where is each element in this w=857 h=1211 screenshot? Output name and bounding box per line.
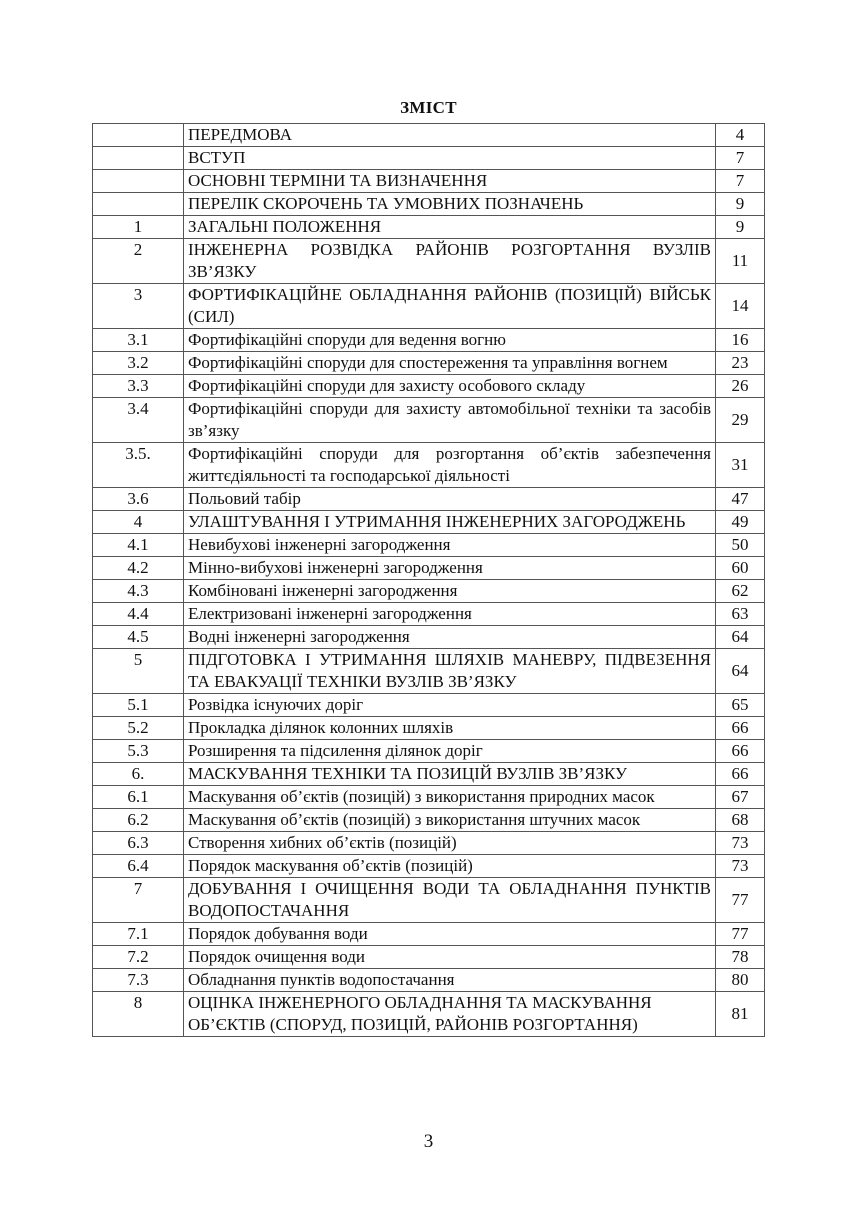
toc-row (93, 124, 765, 147)
toc-row (93, 216, 765, 239)
toc-page-number: 80 (716, 969, 765, 992)
toc-section-title: ВСТУП (184, 147, 716, 170)
toc-page-number: 73 (716, 832, 765, 855)
toc-section-title: Маскування об’єктів (позицій) з використання природних масок (184, 786, 716, 809)
toc-section-number: 6.2 (93, 809, 184, 832)
toc-page-number: 7 (716, 170, 765, 193)
toc-page-number: 26 (716, 375, 765, 398)
toc-section-number: 3.3 (93, 375, 184, 398)
toc-page-number: 47 (716, 488, 765, 511)
toc-row (93, 832, 765, 855)
toc-page-number: 73 (716, 855, 765, 878)
toc-row (93, 969, 765, 992)
toc-section-number (93, 170, 184, 193)
toc-page-number: 4 (716, 124, 765, 147)
toc-row (93, 352, 765, 375)
toc-section-title: Фортифікаційні споруди для ведення вогню (184, 329, 716, 352)
toc-section-number (93, 124, 184, 147)
toc-page-number: 68 (716, 809, 765, 832)
toc-page-number: 7 (716, 147, 765, 170)
toc-row (93, 694, 765, 717)
toc-section-title: Фортифікаційні споруди для спостереження та управління вогнем (184, 352, 716, 375)
toc-row (93, 580, 765, 603)
toc-row (93, 992, 765, 1037)
toc-section-title: Фортифікаційні споруди для розгортання об’єктів забезпечення життєдіяльності та господарської діяльності (184, 443, 716, 488)
toc-section-number: 6.4 (93, 855, 184, 878)
toc-row (93, 740, 765, 763)
toc-section-number: 3.2 (93, 352, 184, 375)
toc-section-number: 2 (93, 239, 184, 284)
toc-row (93, 534, 765, 557)
toc-section-title: Прокладка ділянок колонних шляхів (184, 717, 716, 740)
toc-section-title: Фортифікаційні споруди для захисту автомобільної техніки та засобів зв’язку (184, 398, 716, 443)
page-number: 3 (423, 1131, 434, 1152)
toc-section-number: 7.2 (93, 946, 184, 969)
toc-page-number: 64 (716, 649, 765, 694)
toc-row (93, 329, 765, 352)
toc-section-number: 4.4 (93, 603, 184, 626)
toc-section-number: 3.5. (93, 443, 184, 488)
toc-section-number: 5.2 (93, 717, 184, 740)
toc-section-number (93, 193, 184, 216)
toc-page-number: 49 (716, 511, 765, 534)
toc-row (93, 649, 765, 694)
toc-section-number: 5 (93, 649, 184, 694)
toc-row (93, 443, 765, 488)
toc-page-number: 65 (716, 694, 765, 717)
toc-page-number: 60 (716, 557, 765, 580)
toc-row (93, 763, 765, 786)
toc-section-number: 7 (93, 878, 184, 923)
toc-page-number: 31 (716, 443, 765, 488)
toc-section-number: 7.3 (93, 969, 184, 992)
toc-section-number: 3 (93, 284, 184, 329)
toc-section-number: 4.5 (93, 626, 184, 649)
toc-section-title: ЗАГАЛЬНІ ПОЛОЖЕННЯ (184, 216, 716, 239)
toc-page-number: 77 (716, 923, 765, 946)
toc-section-number: 4 (93, 511, 184, 534)
toc-page-number: 9 (716, 193, 765, 216)
toc-body (93, 124, 765, 1037)
toc-section-number: 3.1 (93, 329, 184, 352)
toc-section-number: 6. (93, 763, 184, 786)
toc-section-title: МАСКУВАННЯ ТЕХНІКИ ТА ПОЗИЦІЙ ВУЗЛІВ ЗВ’ЯЗКУ (184, 763, 716, 786)
toc-section-number: 1 (93, 216, 184, 239)
toc-row (93, 398, 765, 443)
toc-section-title: Порядок очищення води (184, 946, 716, 969)
page-title: ЗМІСТ (400, 98, 457, 117)
toc-section-title: ОСНОВНІ ТЕРМІНИ ТА ВИЗНАЧЕННЯ (184, 170, 716, 193)
toc-section-title: ФОРТИФІКАЦІЙНЕ ОБЛАДНАННЯ РАЙОНІВ (ПОЗИЦІЙ) ВІЙСЬК (СИЛ) (184, 284, 716, 329)
toc-row (93, 193, 765, 216)
toc-section-title: Фортифікаційні споруди для захисту особового складу (184, 375, 716, 398)
toc-row (93, 809, 765, 832)
toc-section-title: Обладнання пунктів водопостачання (184, 969, 716, 992)
toc-section-title: ОЦІНКА ІНЖЕНЕРНОГО ОБЛАДНАННЯ ТА МАСКУВАННЯ ОБ’ЄКТІВ (СПОРУД, ПОЗИЦІЙ, РАЙОНІВ РОЗГОРТАННЯ) (184, 992, 716, 1037)
toc-section-title: ПІДГОТОВКА І УТРИМАННЯ ШЛЯХІВ МАНЕВРУ, ПІДВЕЗЕННЯ ТА ЕВАКУАЦІЇ ТЕХНІКИ ВУЗЛІВ ЗВ’ЯЗКУ (184, 649, 716, 694)
toc-page-number: 66 (716, 717, 765, 740)
toc-section-title: Створення хибних об’єктів (позицій) (184, 832, 716, 855)
toc-section-title: ДОБУВАННЯ І ОЧИЩЕННЯ ВОДИ ТА ОБЛАДНАННЯ ПУНКТІВ ВОДОПОСТАЧАННЯ (184, 878, 716, 923)
toc-row (93, 923, 765, 946)
toc-section-number: 4.2 (93, 557, 184, 580)
toc-row (93, 626, 765, 649)
toc-page-number: 50 (716, 534, 765, 557)
toc-table (92, 123, 765, 1037)
toc-section-title: УЛАШТУВАННЯ І УТРИМАННЯ ІНЖЕНЕРНИХ ЗАГОРОДЖЕНЬ (184, 511, 716, 534)
toc-row (93, 786, 765, 809)
toc-page-number: 64 (716, 626, 765, 649)
toc-page-number: 81 (716, 992, 765, 1037)
toc-page-number: 66 (716, 740, 765, 763)
toc-page-number: 9 (716, 216, 765, 239)
toc-row (93, 147, 765, 170)
toc-page-number: 29 (716, 398, 765, 443)
toc-page-number: 66 (716, 763, 765, 786)
toc-page-number: 23 (716, 352, 765, 375)
toc-row (93, 375, 765, 398)
toc-row (93, 488, 765, 511)
toc-page-number: 63 (716, 603, 765, 626)
toc-page-number: 62 (716, 580, 765, 603)
toc-section-number: 4.3 (93, 580, 184, 603)
toc-page-number: 11 (716, 239, 765, 284)
toc-row (93, 946, 765, 969)
toc-section-title: Розширення та підсилення ділянок доріг (184, 740, 716, 763)
toc-row (93, 239, 765, 284)
toc-row (93, 557, 765, 580)
toc-section-number: 6.1 (93, 786, 184, 809)
toc-section-number: 3.4 (93, 398, 184, 443)
toc-row (93, 603, 765, 626)
toc-section-number: 5.3 (93, 740, 184, 763)
toc-section-title: Мінно-вибухові інженерні загородження (184, 557, 716, 580)
toc-page-number: 77 (716, 878, 765, 923)
toc-row (93, 717, 765, 740)
toc-section-number: 5.1 (93, 694, 184, 717)
toc-row (93, 284, 765, 329)
toc-page-number: 78 (716, 946, 765, 969)
toc-page-number: 16 (716, 329, 765, 352)
toc-section-title: Маскування об’єктів (позицій) з використання штучних масок (184, 809, 716, 832)
toc-section-number: 6.3 (93, 832, 184, 855)
toc-row (93, 511, 765, 534)
toc-row (93, 855, 765, 878)
toc-section-title: Розвідка існуючих доріг (184, 694, 716, 717)
toc-section-title: Електризовані інженерні загородження (184, 603, 716, 626)
toc-section-title: Водні інженерні загородження (184, 626, 716, 649)
toc-row (93, 878, 765, 923)
toc-section-number (93, 147, 184, 170)
toc-section-title: ПЕРЕДМОВА (184, 124, 716, 147)
toc-section-title: ПЕРЕЛІК СКОРОЧЕНЬ ТА УМОВНИХ ПОЗНАЧЕНЬ (184, 193, 716, 216)
toc-section-number: 8 (93, 992, 184, 1037)
toc-section-number: 4.1 (93, 534, 184, 557)
toc-page-number: 14 (716, 284, 765, 329)
toc-section-title: Польовий табір (184, 488, 716, 511)
toc-section-title: ІНЖЕНЕРНА РОЗВІДКА РАЙОНІВ РОЗГОРТАННЯ ВУЗЛІВ ЗВ’ЯЗКУ (184, 239, 716, 284)
toc-section-title: Невибухові інженерні загородження (184, 534, 716, 557)
toc-section-title: Порядок маскування об’єктів (позицій) (184, 855, 716, 878)
toc-row (93, 170, 765, 193)
toc-section-number: 7.1 (93, 923, 184, 946)
toc-section-title: Комбіновані інженерні загородження (184, 580, 716, 603)
toc-page-number: 67 (716, 786, 765, 809)
toc-section-number: 3.6 (93, 488, 184, 511)
toc-section-title: Порядок добування води (184, 923, 716, 946)
